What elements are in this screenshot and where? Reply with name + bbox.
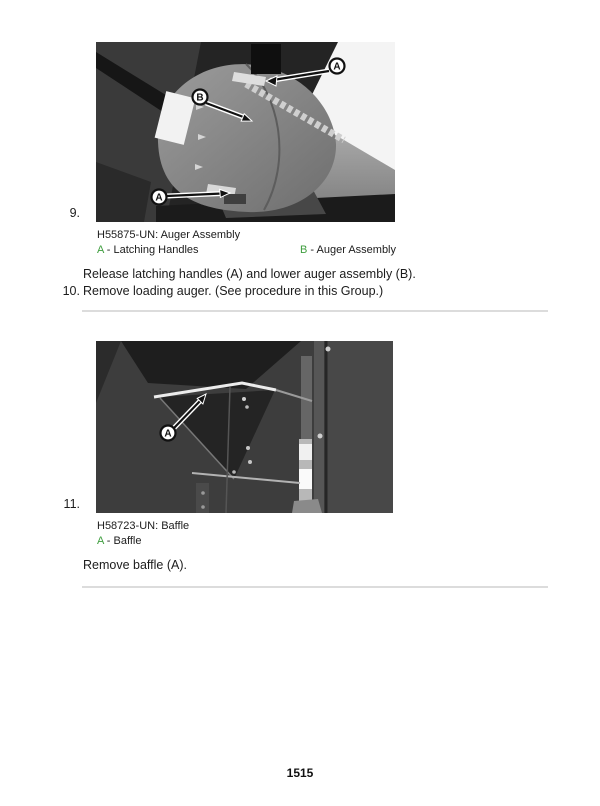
step-11	[0, 341, 600, 574]
section-divider	[82, 310, 548, 312]
step-10	[0, 283, 600, 300]
legend-item-a	[97, 244, 300, 257]
figure-legend	[97, 535, 600, 548]
svg-text:B: B	[196, 92, 204, 104]
callout-a-top-badge	[330, 59, 345, 74]
figure-legend	[97, 244, 600, 257]
page-number: 1515	[286, 766, 314, 780]
callout-a-badge	[161, 426, 176, 441]
legend-item-b	[300, 244, 396, 257]
step-9-instruction: Release latching handles (A) and lower auger assembly (B).	[83, 267, 416, 281]
step-10-instruction: Remove loading auger. (See procedure in this Group.)	[83, 284, 384, 298]
figure-caption: H58723-UN: Baffle	[97, 520, 190, 532]
step-9	[0, 0, 600, 283]
legend-label-b: - Auger Assembly	[310, 244, 396, 256]
step-number: 10.	[62, 284, 80, 298]
svg-text:A: A	[164, 428, 172, 440]
legend-key-b: B	[300, 244, 308, 256]
legend-item-a	[97, 535, 300, 548]
section-divider	[82, 586, 548, 588]
auger-assembly-photo	[96, 42, 395, 222]
figure-baffle	[96, 341, 393, 513]
svg-text:A: A	[333, 61, 341, 73]
step-11-instruction: Remove baffle (A).	[83, 558, 187, 572]
svg-text:A: A	[155, 192, 163, 204]
legend-key-a: A	[97, 535, 104, 547]
figure-auger-assembly	[96, 42, 395, 222]
callout-b-badge	[193, 90, 208, 105]
callout-a-bottom-badge	[152, 190, 167, 205]
legend-label-a: - Latching Handles	[106, 244, 199, 256]
legend-label-a: - Baffle	[106, 535, 142, 547]
legend-key-a: A	[97, 244, 104, 256]
step-number: 9.	[69, 206, 80, 220]
baffle-photo	[96, 341, 393, 513]
step-number: 11.	[63, 497, 80, 511]
figure-caption: H55875-UN: Auger Assembly	[97, 229, 241, 241]
